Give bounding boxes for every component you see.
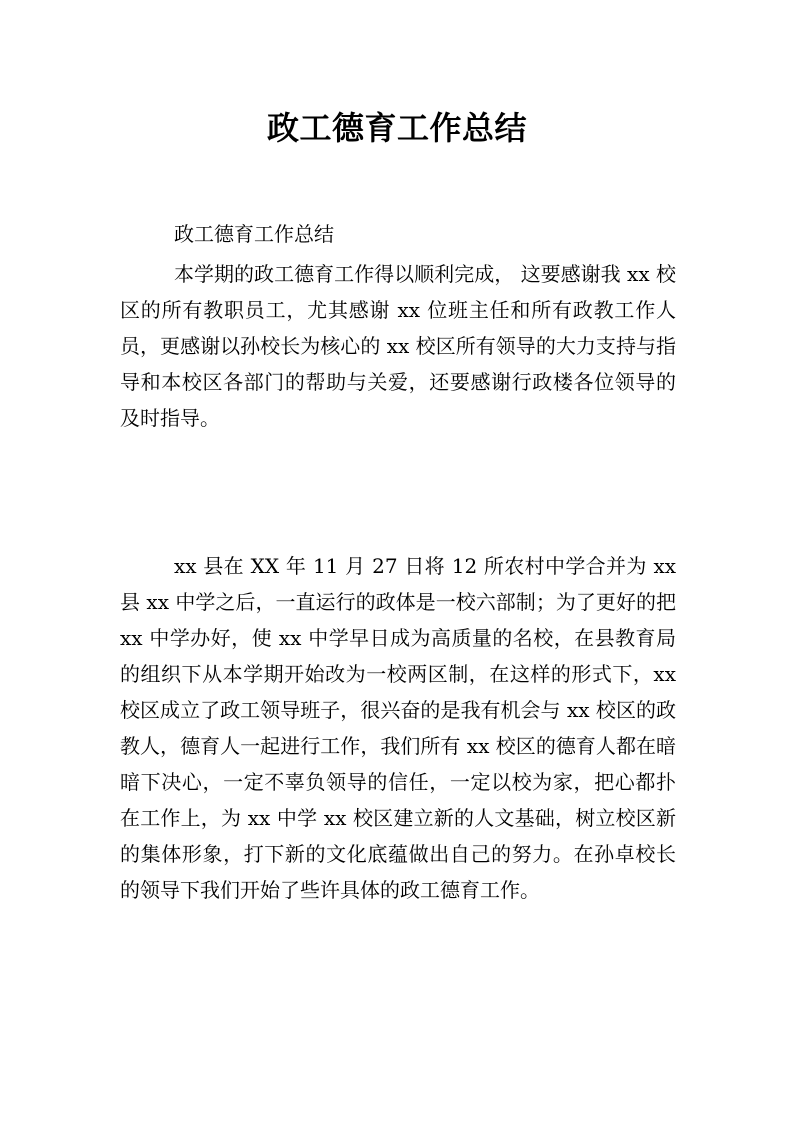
paragraph-1: 本学期的政工德育工作得以顺利完成， 这要感谢我 xx 校区的所有教职员工，尤其感谢 xx 位班主任和所有政教工作人员，更感谢以孙校长为核心的 xx 校区所有领导的大力支持与指导和本校区各部门的帮助与关爱，还要感谢行政楼各位领导的及时指导。 xyxy=(120,262,676,430)
document-title: 政工德育工作总结 xyxy=(266,109,527,147)
paragraph-2: xx 县在 XX 年 11 月 27 日将 12 所农村中学合并为 xx 县 xx 中学之后，一直运行的政体是一校六部制；为了更好的把 xx 中学办好，使 xx 中学早日成为高质量的名校，在县教育局的组织下从本学期开始改为一校两区制，在这样的形式下，xx 校区成立了政工领导班子，很兴奋的是我有机会与 xx 校区的政教人，德育人一起进行工作，我们所有 xx 校区的德育人都在暗暗下决心，一定不辜负领导的信任，一定以校为家，把心都扑在工作上，为 xx 中学 xx 校区建立新的人文基础，树立校区新的集体形象，打下新的文化底蕴做出自己的努力。在孙卓校长的领导下我们开始了些许具体的政工德育工作。 xyxy=(120,554,676,902)
document-subtitle: 政工德育工作总结 xyxy=(174,222,334,246)
